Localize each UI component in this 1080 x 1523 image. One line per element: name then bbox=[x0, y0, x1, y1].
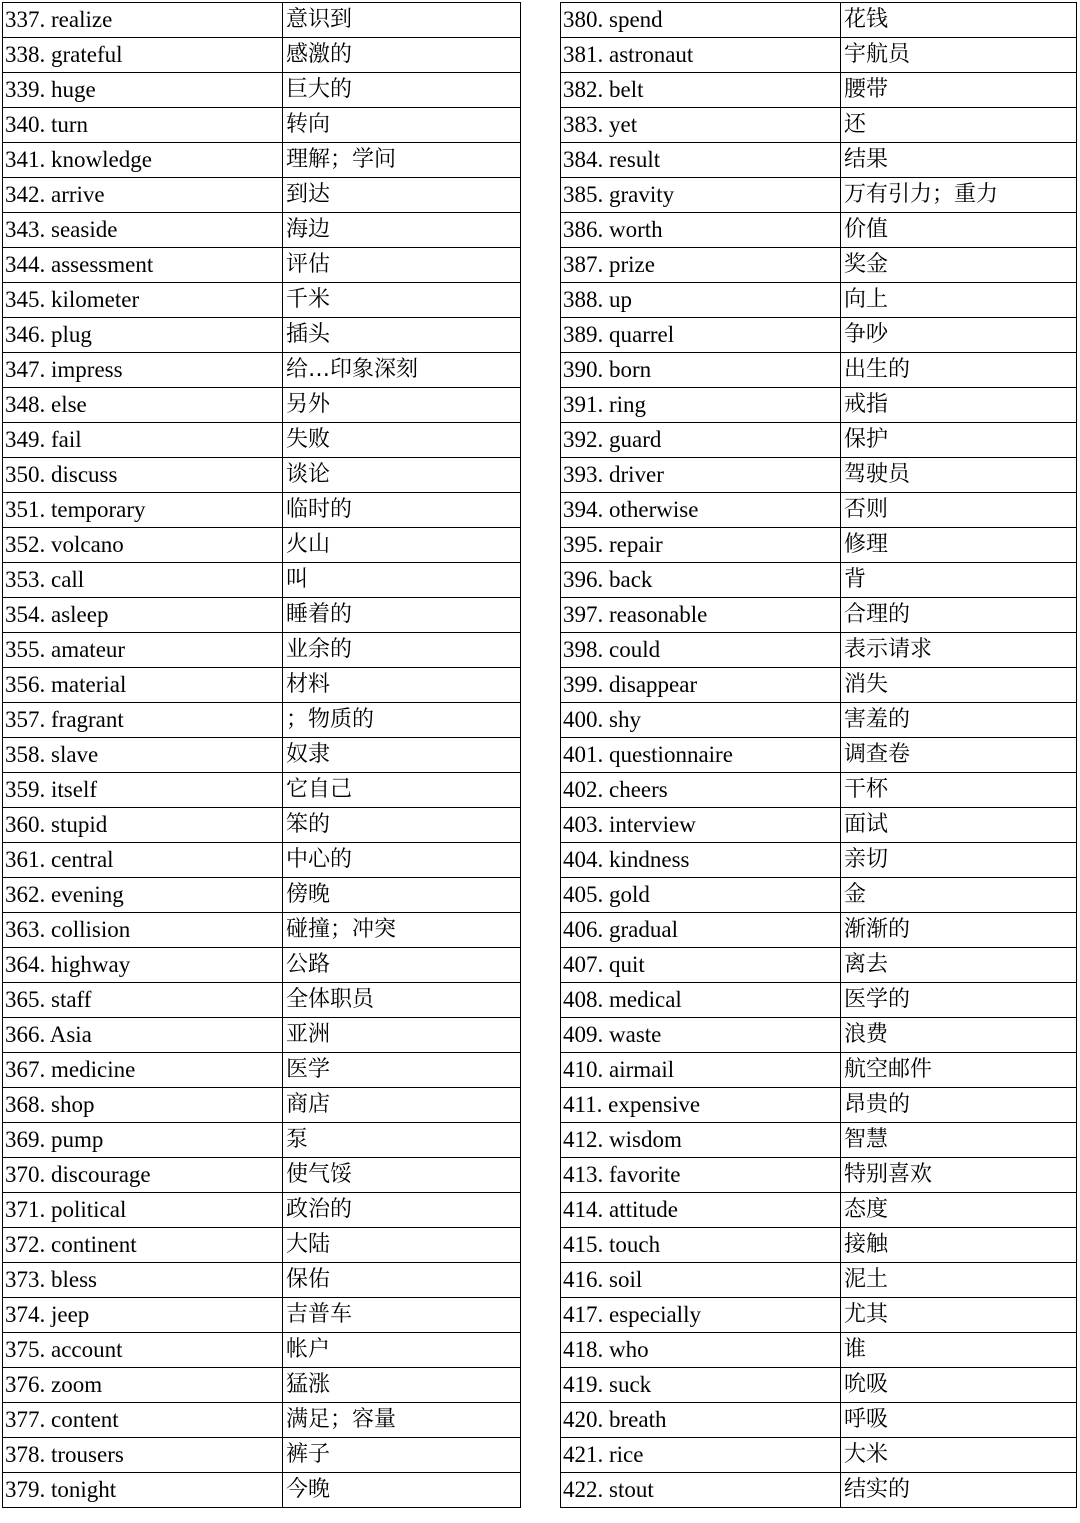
vocab-row bbox=[3, 213, 521, 248]
meaning-cell: 全体职员 bbox=[283, 983, 521, 1018]
vocab-row bbox=[3, 1053, 521, 1088]
word-cell: 380. spend bbox=[561, 3, 841, 38]
word-cell: 382. belt bbox=[561, 73, 841, 108]
meaning-cell: 智慧 bbox=[841, 1123, 1077, 1158]
vocab-row bbox=[3, 353, 521, 388]
vocab-row bbox=[561, 913, 1077, 948]
word-cell: 403. interview bbox=[561, 808, 841, 843]
meaning-cell: ；物质的 bbox=[283, 703, 521, 738]
word-cell: 386. worth bbox=[561, 213, 841, 248]
vocab-row bbox=[561, 283, 1077, 318]
meaning-cell: 大陆 bbox=[283, 1228, 521, 1263]
vocab-row bbox=[561, 1053, 1077, 1088]
meaning-cell: 裤子 bbox=[283, 1438, 521, 1473]
vocab-row bbox=[3, 178, 521, 213]
word-cell: 413. favorite bbox=[561, 1158, 841, 1193]
meaning-cell: 中心的 bbox=[283, 843, 521, 878]
vocab-row bbox=[3, 843, 521, 878]
meaning-cell: 否则 bbox=[841, 493, 1077, 528]
vocab-row bbox=[3, 388, 521, 423]
meaning-cell: 今晚 bbox=[283, 1473, 521, 1508]
vocab-row bbox=[3, 738, 521, 773]
vocab-row bbox=[561, 353, 1077, 388]
meaning-cell: 尤其 bbox=[841, 1298, 1077, 1333]
word-cell: 421. rice bbox=[561, 1438, 841, 1473]
meaning-cell: 金 bbox=[841, 878, 1077, 913]
vocab-row bbox=[3, 283, 521, 318]
word-cell: 381. astronaut bbox=[561, 38, 841, 73]
vocab-row bbox=[3, 528, 521, 563]
vocab-row bbox=[3, 318, 521, 353]
meaning-cell: 花钱 bbox=[841, 3, 1077, 38]
vocab-row bbox=[561, 878, 1077, 913]
word-cell: 405. gold bbox=[561, 878, 841, 913]
vocab-row bbox=[3, 1018, 521, 1053]
meaning-cell: 奴隶 bbox=[283, 738, 521, 773]
word-cell: 417. especially bbox=[561, 1298, 841, 1333]
vocab-row bbox=[3, 248, 521, 283]
word-cell: 419. suck bbox=[561, 1368, 841, 1403]
vocab-row bbox=[3, 3, 521, 38]
meaning-cell: 巨大的 bbox=[283, 73, 521, 108]
vocab-row bbox=[561, 528, 1077, 563]
word-cell: 377. content bbox=[3, 1403, 283, 1438]
vocab-row bbox=[561, 73, 1077, 108]
vocab-row bbox=[3, 1333, 521, 1368]
meaning-cell: 千米 bbox=[283, 283, 521, 318]
meaning-cell: 态度 bbox=[841, 1193, 1077, 1228]
vocab-row bbox=[3, 808, 521, 843]
vocab-row bbox=[3, 1228, 521, 1263]
word-cell: 397. reasonable bbox=[561, 598, 841, 633]
word-cell: 388. up bbox=[561, 283, 841, 318]
meaning-cell: 它自己 bbox=[283, 773, 521, 808]
meaning-cell: 意识到 bbox=[283, 3, 521, 38]
vocab-row bbox=[3, 1088, 521, 1123]
meaning-cell: 插头 bbox=[283, 318, 521, 353]
word-cell: 344. assessment bbox=[3, 248, 283, 283]
meaning-cell: 接触 bbox=[841, 1228, 1077, 1263]
meaning-cell: 大米 bbox=[841, 1438, 1077, 1473]
word-cell: 356. material bbox=[3, 668, 283, 703]
word-cell: 355. amateur bbox=[3, 633, 283, 668]
meaning-cell: 调查卷 bbox=[841, 738, 1077, 773]
word-cell: 376. zoom bbox=[3, 1368, 283, 1403]
vocab-row bbox=[561, 1263, 1077, 1298]
vocab-row bbox=[561, 1018, 1077, 1053]
meaning-cell: 傍晚 bbox=[283, 878, 521, 913]
word-cell: 341. knowledge bbox=[3, 143, 283, 178]
vocab-row bbox=[3, 143, 521, 178]
meaning-cell: 碰撞；冲突 bbox=[283, 913, 521, 948]
vocab-row bbox=[3, 983, 521, 1018]
word-cell: 363. collision bbox=[3, 913, 283, 948]
vocab-row bbox=[561, 703, 1077, 738]
vocab-row bbox=[3, 668, 521, 703]
word-cell: 357. fragrant bbox=[3, 703, 283, 738]
word-cell: 410. airmail bbox=[561, 1053, 841, 1088]
meaning-cell: 材料 bbox=[283, 668, 521, 703]
meaning-cell: 谁 bbox=[841, 1333, 1077, 1368]
vocab-row bbox=[561, 1368, 1077, 1403]
vocab-row bbox=[3, 108, 521, 143]
meaning-cell: 吉普车 bbox=[283, 1298, 521, 1333]
meaning-cell: 转向 bbox=[283, 108, 521, 143]
word-cell: 384. result bbox=[561, 143, 841, 178]
vocab-row bbox=[561, 598, 1077, 633]
meaning-cell: 离去 bbox=[841, 948, 1077, 983]
meaning-cell: 干杯 bbox=[841, 773, 1077, 808]
vocab-row bbox=[3, 1368, 521, 1403]
word-cell: 416. soil bbox=[561, 1263, 841, 1298]
vocab-row bbox=[561, 1228, 1077, 1263]
vocab-row bbox=[3, 458, 521, 493]
vocab-row bbox=[561, 248, 1077, 283]
meaning-cell: 使气馁 bbox=[283, 1158, 521, 1193]
meaning-cell: 结实的 bbox=[841, 1473, 1077, 1508]
meaning-cell: 给…印象深刻 bbox=[283, 353, 521, 388]
vocab-row bbox=[561, 108, 1077, 143]
word-cell: 385. gravity bbox=[561, 178, 841, 213]
word-cell: 369. pump bbox=[3, 1123, 283, 1158]
word-cell: 389. quarrel bbox=[561, 318, 841, 353]
vocab-row bbox=[561, 1123, 1077, 1158]
meaning-cell: 医学的 bbox=[841, 983, 1077, 1018]
word-cell: 399. disappear bbox=[561, 668, 841, 703]
vocab-row bbox=[561, 493, 1077, 528]
meaning-cell: 睡着的 bbox=[283, 598, 521, 633]
vocab-row bbox=[3, 1438, 521, 1473]
word-cell: 414. attitude bbox=[561, 1193, 841, 1228]
meaning-cell: 业余的 bbox=[283, 633, 521, 668]
word-cell: 365. staff bbox=[3, 983, 283, 1018]
meaning-cell: 理解；学问 bbox=[283, 143, 521, 178]
word-cell: 411. expensive bbox=[561, 1088, 841, 1123]
meaning-cell: 失败 bbox=[283, 423, 521, 458]
vocab-table-left bbox=[2, 2, 521, 1508]
word-cell: 362. evening bbox=[3, 878, 283, 913]
vocab-row bbox=[3, 633, 521, 668]
meaning-cell: 表示请求 bbox=[841, 633, 1077, 668]
vocab-row bbox=[561, 38, 1077, 73]
word-cell: 349. fail bbox=[3, 423, 283, 458]
vocab-row bbox=[561, 773, 1077, 808]
word-cell: 406. gradual bbox=[561, 913, 841, 948]
vocab-row bbox=[561, 1298, 1077, 1333]
meaning-cell: 泥土 bbox=[841, 1263, 1077, 1298]
meaning-cell: 宇航员 bbox=[841, 38, 1077, 73]
word-cell: 347. impress bbox=[3, 353, 283, 388]
meaning-cell: 感激的 bbox=[283, 38, 521, 73]
word-cell: 401. questionnaire bbox=[561, 738, 841, 773]
word-cell: 407. quit bbox=[561, 948, 841, 983]
vocab-row bbox=[561, 738, 1077, 773]
vocab-row bbox=[3, 703, 521, 738]
vocab-row bbox=[3, 598, 521, 633]
meaning-cell: 谈论 bbox=[283, 458, 521, 493]
meaning-cell: 还 bbox=[841, 108, 1077, 143]
word-cell: 372. continent bbox=[3, 1228, 283, 1263]
vocab-row bbox=[561, 948, 1077, 983]
word-cell: 345. kilometer bbox=[3, 283, 283, 318]
word-cell: 396. back bbox=[561, 563, 841, 598]
word-cell: 392. guard bbox=[561, 423, 841, 458]
word-cell: 346. plug bbox=[3, 318, 283, 353]
vocab-row bbox=[3, 1403, 521, 1438]
word-cell: 358. slave bbox=[3, 738, 283, 773]
meaning-cell: 吮吸 bbox=[841, 1368, 1077, 1403]
vocab-row bbox=[3, 773, 521, 808]
meaning-cell: 海边 bbox=[283, 213, 521, 248]
vocab-row bbox=[3, 948, 521, 983]
meaning-cell: 亲切 bbox=[841, 843, 1077, 878]
vocab-row bbox=[561, 1403, 1077, 1438]
vocab-row bbox=[3, 493, 521, 528]
meaning-cell: 评估 bbox=[283, 248, 521, 283]
word-cell: 339. huge bbox=[3, 73, 283, 108]
meaning-cell: 亚洲 bbox=[283, 1018, 521, 1053]
meaning-cell: 保护 bbox=[841, 423, 1077, 458]
word-cell: 351. temporary bbox=[3, 493, 283, 528]
meaning-cell: 公路 bbox=[283, 948, 521, 983]
vocab-row bbox=[561, 3, 1077, 38]
word-cell: 340. turn bbox=[3, 108, 283, 143]
word-cell: 353. call bbox=[3, 563, 283, 598]
word-cell: 383. yet bbox=[561, 108, 841, 143]
meaning-cell: 笨的 bbox=[283, 808, 521, 843]
word-cell: 394. otherwise bbox=[561, 493, 841, 528]
meaning-cell: 满足；容量 bbox=[283, 1403, 521, 1438]
vocab-row bbox=[561, 318, 1077, 353]
vocab-row bbox=[561, 808, 1077, 843]
vocab-row bbox=[561, 563, 1077, 598]
vocab-table-left-body bbox=[3, 3, 521, 1508]
word-cell: 415. touch bbox=[561, 1228, 841, 1263]
word-cell: 378. trousers bbox=[3, 1438, 283, 1473]
vocab-row bbox=[3, 73, 521, 108]
vocab-row bbox=[561, 178, 1077, 213]
word-cell: 374. jeep bbox=[3, 1298, 283, 1333]
meaning-cell: 结果 bbox=[841, 143, 1077, 178]
meaning-cell: 害羞的 bbox=[841, 703, 1077, 738]
vocab-row bbox=[561, 458, 1077, 493]
word-cell: 371. political bbox=[3, 1193, 283, 1228]
word-cell: 364. highway bbox=[3, 948, 283, 983]
word-cell: 368. shop bbox=[3, 1088, 283, 1123]
word-cell: 408. medical bbox=[561, 983, 841, 1018]
meaning-cell: 医学 bbox=[283, 1053, 521, 1088]
word-cell: 404. kindness bbox=[561, 843, 841, 878]
word-cell: 359. itself bbox=[3, 773, 283, 808]
word-cell: 393. driver bbox=[561, 458, 841, 493]
word-cell: 342. arrive bbox=[3, 178, 283, 213]
meaning-cell: 合理的 bbox=[841, 598, 1077, 633]
vocab-table-right bbox=[560, 2, 1077, 1508]
meaning-cell: 浪费 bbox=[841, 1018, 1077, 1053]
word-cell: 420. breath bbox=[561, 1403, 841, 1438]
meaning-cell: 价值 bbox=[841, 213, 1077, 248]
meaning-cell: 向上 bbox=[841, 283, 1077, 318]
vocab-row bbox=[561, 1158, 1077, 1193]
meaning-cell: 出生的 bbox=[841, 353, 1077, 388]
meaning-cell: 渐渐的 bbox=[841, 913, 1077, 948]
word-cell: 390. born bbox=[561, 353, 841, 388]
word-cell: 370. discourage bbox=[3, 1158, 283, 1193]
vocab-row bbox=[3, 563, 521, 598]
meaning-cell: 到达 bbox=[283, 178, 521, 213]
meaning-cell: 叫 bbox=[283, 563, 521, 598]
vocab-row bbox=[561, 843, 1077, 878]
meaning-cell: 政治的 bbox=[283, 1193, 521, 1228]
word-cell: 366. Asia bbox=[3, 1018, 283, 1053]
word-cell: 354. asleep bbox=[3, 598, 283, 633]
vocab-row bbox=[3, 878, 521, 913]
word-cell: 373. bless bbox=[3, 1263, 283, 1298]
word-cell: 398. could bbox=[561, 633, 841, 668]
word-cell: 361. central bbox=[3, 843, 283, 878]
word-cell: 375. account bbox=[3, 1333, 283, 1368]
vocab-row bbox=[561, 423, 1077, 458]
meaning-cell: 奖金 bbox=[841, 248, 1077, 283]
vocab-row bbox=[3, 38, 521, 73]
meaning-cell: 万有引力；重力 bbox=[841, 178, 1077, 213]
word-cell: 400. shy bbox=[561, 703, 841, 738]
word-cell: 343. seaside bbox=[3, 213, 283, 248]
meaning-cell: 面试 bbox=[841, 808, 1077, 843]
meaning-cell: 保佑 bbox=[283, 1263, 521, 1298]
meaning-cell: 猛涨 bbox=[283, 1368, 521, 1403]
vocab-row bbox=[561, 668, 1077, 703]
vocab-row bbox=[3, 1263, 521, 1298]
vocab-row bbox=[3, 1298, 521, 1333]
vocab-row bbox=[3, 1123, 521, 1158]
vocab-row bbox=[561, 1333, 1077, 1368]
meaning-cell: 呼吸 bbox=[841, 1403, 1077, 1438]
vocab-row bbox=[3, 423, 521, 458]
meaning-cell: 商店 bbox=[283, 1088, 521, 1123]
word-cell: 418. who bbox=[561, 1333, 841, 1368]
word-cell: 391. ring bbox=[561, 388, 841, 423]
meaning-cell: 帐户 bbox=[283, 1333, 521, 1368]
vocab-row bbox=[561, 1193, 1077, 1228]
vocab-row bbox=[561, 388, 1077, 423]
word-cell: 360. stupid bbox=[3, 808, 283, 843]
word-cell: 422. stout bbox=[561, 1473, 841, 1508]
meaning-cell: 驾驶员 bbox=[841, 458, 1077, 493]
meaning-cell: 背 bbox=[841, 563, 1077, 598]
word-cell: 348. else bbox=[3, 388, 283, 423]
meaning-cell: 另外 bbox=[283, 388, 521, 423]
vocab-table-right-body bbox=[561, 3, 1077, 1508]
meaning-cell: 泵 bbox=[283, 1123, 521, 1158]
meaning-cell: 临时的 bbox=[283, 493, 521, 528]
vocab-row bbox=[3, 1193, 521, 1228]
meaning-cell: 火山 bbox=[283, 528, 521, 563]
word-cell: 367. medicine bbox=[3, 1053, 283, 1088]
meaning-cell: 昂贵的 bbox=[841, 1088, 1077, 1123]
vocab-row bbox=[561, 1438, 1077, 1473]
meaning-cell: 消失 bbox=[841, 668, 1077, 703]
vocab-row bbox=[561, 633, 1077, 668]
word-cell: 350. discuss bbox=[3, 458, 283, 493]
meaning-cell: 戒指 bbox=[841, 388, 1077, 423]
meaning-cell: 腰带 bbox=[841, 73, 1077, 108]
meaning-cell: 航空邮件 bbox=[841, 1053, 1077, 1088]
word-cell: 379. tonight bbox=[3, 1473, 283, 1508]
vocab-row bbox=[561, 213, 1077, 248]
vocab-row bbox=[561, 1088, 1077, 1123]
meaning-cell: 修理 bbox=[841, 528, 1077, 563]
vocab-row bbox=[561, 1473, 1077, 1508]
meaning-cell: 争吵 bbox=[841, 318, 1077, 353]
vocab-row bbox=[3, 1473, 521, 1508]
vocab-row bbox=[3, 1158, 521, 1193]
word-cell: 337. realize bbox=[3, 3, 283, 38]
word-cell: 387. prize bbox=[561, 248, 841, 283]
word-cell: 412. wisdom bbox=[561, 1123, 841, 1158]
word-cell: 352. volcano bbox=[3, 528, 283, 563]
word-cell: 409. waste bbox=[561, 1018, 841, 1053]
word-cell: 395. repair bbox=[561, 528, 841, 563]
vocab-row bbox=[561, 983, 1077, 1018]
vocab-row bbox=[561, 143, 1077, 178]
vocab-row bbox=[3, 913, 521, 948]
word-cell: 338. grateful bbox=[3, 38, 283, 73]
word-cell: 402. cheers bbox=[561, 773, 841, 808]
meaning-cell: 特别喜欢 bbox=[841, 1158, 1077, 1193]
